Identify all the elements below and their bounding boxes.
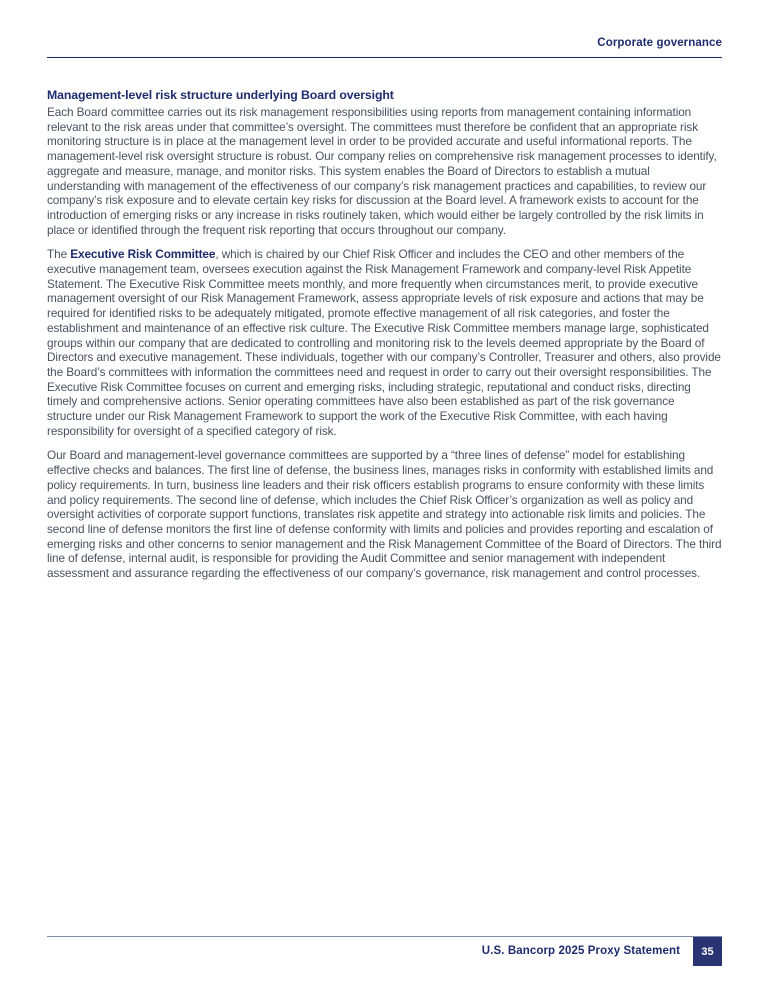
paragraph-three-lines-of-defense: Our Board and management-level governance committees are supported by a “three lines of defense” model for establishing effective checks and balances. The first line of defense, the business lines, manages risks in conformity with established limits and policy requirements. In turn, business line leaders and their risk officers establish programs to ensure conformity with these limits and policy requirements. The second line of defense, which includes the Chief Risk Officer’s organization as well as policy and oversight activities of corporate support functions, translates risk appetite and strategy into actionable risk limits and policies. The second line of defense monitors the first line of defense conformity with limits and policies and provides reporting and escalation of emerging risks and other concerns to senior management and the Risk Management Committee of the Board of Directors. The third line of defense, internal audit, is responsible for providing the Audit Committee and senior management with independent assessment and assurance regarding the effectiveness of our company’s governance, risk management and control processes. [47, 448, 722, 581]
page-number-badge: 35 [693, 937, 722, 966]
header-rule [47, 57, 722, 58]
paragraph-risk-structure: Each Board committee carries out its risk management responsibilities using reports from management containing information relevant to the risk areas under that committee’s oversight. The committees must therefore be confident that an appropriate risk monitoring structure is in place at the management level in order to be provided accurate and useful informational reports. The management-level risk oversight structure is robust. Our company relies on comprehensive risk management processes to identify, aggregate and measure, manage, and monitor risks. This system enables the Board of Directors to establish a mutual understanding with management of the effectiveness of our company’s risk management practices and capabilities, to review our company’s risk exposure and to elevate certain key risks for discussion at the Board level. A framework exists to account for the introduction of emerging risks or any increase in risks routinely taken, which would either be largely controlled by the risk limits in place or identified through the frequent risk reporting that occurs throughout our company. [47, 105, 717, 237]
page-header [47, 0, 722, 58]
footer-row [47, 937, 722, 966]
paragraph-rest-text: , which is chaired by our Chief Risk Officer and includes the CEO and other members of the executive management team, oversees execution against the Risk Management Framework and company-level Risk Appetite Statement. The Executive Risk Committee meets monthly, and more frequently when circumstances merit, to provide executive management oversight of our Risk Management Framework, assess appropriate levels of risk exposure and actions that may be required for identified risks to be adequately mitigated, promote effective management of all risk categories, and foster the establishment and maintenance of an effective risk culture. The Executive Risk Committee members manage large, sophisticated groups within our company that are dedicated to controlling and monitoring risk to the levels deemed appropriate by the Board of Directors and executive management. These individuals, together with our company’s Controller, Treasurer and others, also provide the Board’s committees with information the committees need and request in order to carry out their oversight responsibilities. The Executive Risk Committee focuses on current and emerging risks, including strategic, reputational and conduct risks, directing timely and comprehensive actions. Senior operating committees have also been established as part of the risk governance structure under our Risk Management Framework to support the work of the Executive Risk Committee, with each having responsibility for oversight of a specified category of risk. [47, 247, 721, 438]
page-content [47, 88, 722, 591]
executive-risk-committee-term: Executive Risk Committee [70, 247, 216, 262]
section-label: Corporate governance [597, 37, 722, 49]
paragraph-lead-text: The [47, 247, 71, 262]
paragraph-executive-risk-committee [47, 247, 722, 438]
page-footer [47, 936, 722, 966]
footer-statement: U.S. Bancorp 2025 Proxy Statement [481, 945, 680, 957]
article-heading: Management-level risk structure underlying Board oversight [47, 88, 394, 102]
